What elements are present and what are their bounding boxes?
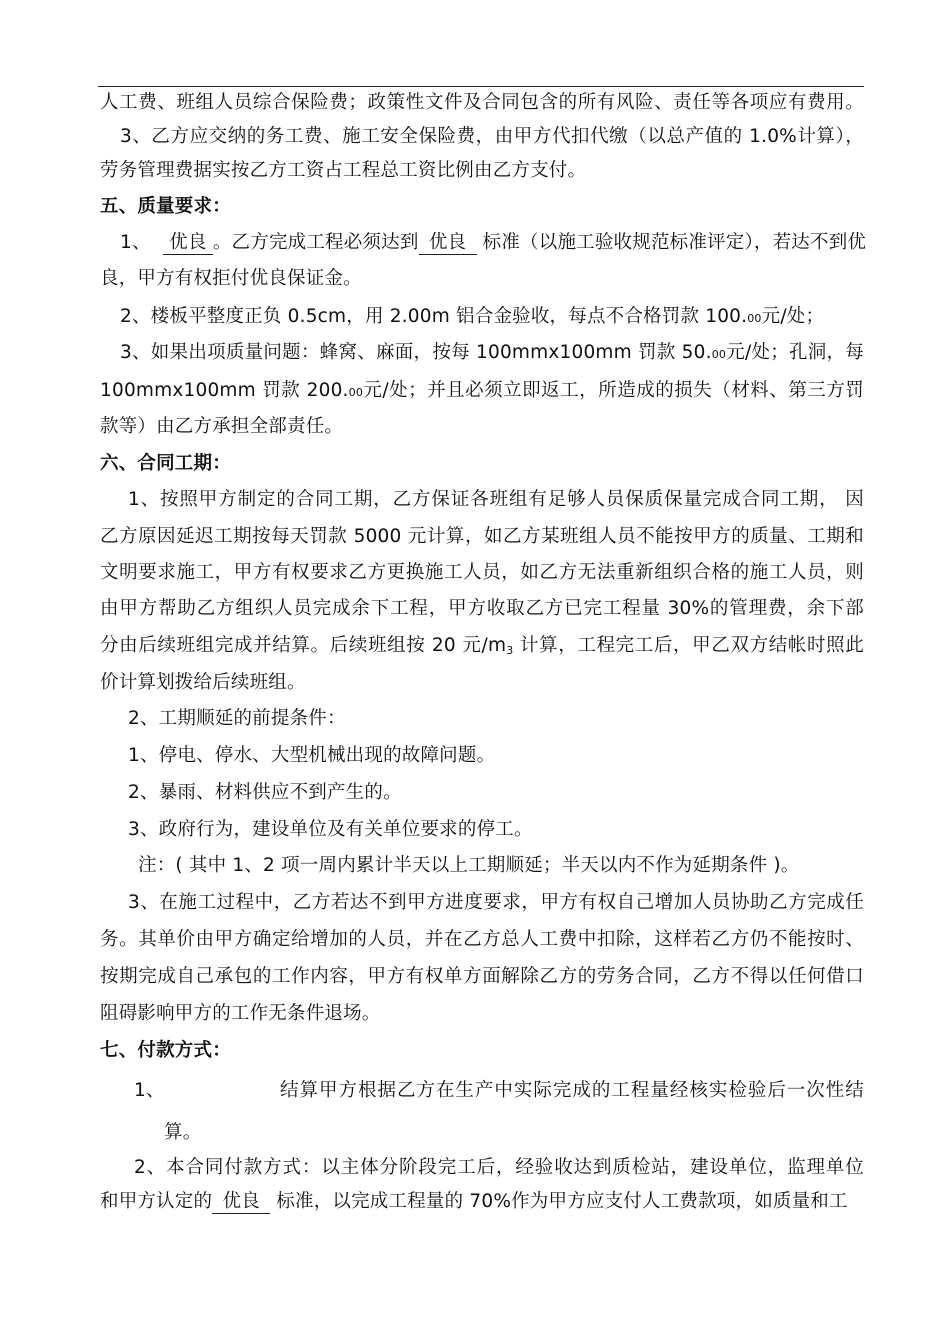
filled-blank: 优良 (419, 232, 477, 255)
filled-blank: 优良 (163, 232, 213, 255)
text-line: 2、楼板平整度正负 0.5cm，用 2.00m 铝合金验收，每点不合格罚款 100.00元/处； (120, 306, 825, 327)
text-line: 人工费、班组人员综合保险费；政策性文件及合同包含的所有风险、责任等各项应有费用。 (100, 92, 864, 113)
text-line: 劳务管理费据实按乙方工资占工程总工资比例由乙方支付。 (100, 160, 587, 181)
text-line: 良，甲方有权拒付优良保证金。 (100, 268, 362, 289)
section-heading-schedule: 六、合同工期： (100, 453, 231, 474)
text-line: 100mmx100mm 罚款 200.00元/处；并且必须立即返工，所造成的损失（材料、第三方罚 (100, 380, 864, 401)
text-line: 按期完成自己承包的工作内容，甲方有权单方面解除乙方的劳务合同，乙方不得以任何借口 (100, 966, 864, 987)
text-line: 和甲方认定的 优良 标准，以完成工程量的 70%作为甲方应支付人工费款项，如质量和工 (100, 1191, 848, 1212)
text-line: 文明要求施工，甲方有权要求乙方更换施工人员，如乙方无法重新组织合格的施工人员，则 (100, 562, 864, 583)
text-line: 价计算划拨给后续班组。 (100, 672, 306, 693)
text-line: 乙方原因延迟工期按每天罚款 5000 元计算，如乙方某班组人员不能按甲方的质量、工期和 (100, 526, 864, 547)
text-line: 1、按照甲方制定的合同工期，乙方保证各班组有足够人员保质保量完成合同工期， 因 (128, 489, 864, 510)
text-line: 分由后续班组完成并结算。后续班组按 20 元/m3 计算，工程完工后，甲乙双方结帐时照此 (100, 635, 865, 657)
text-line: 算。 (164, 1122, 202, 1143)
list-number: 1、 (134, 1080, 165, 1101)
filled-blank: 优良 (212, 1191, 270, 1214)
text-line: 3、乙方应交纳的务工费、施工安全保险费，由甲方代扣代缴（以总产值的 1.0%计算）， (120, 126, 864, 147)
text-line: 3、在施工过程中，乙方若达不到甲方进度要求，甲方有权自己增加人员协助乙方完成任 (128, 892, 864, 913)
header-rule (98, 86, 864, 87)
condition-item: 3、政府行为，建设单位及有关单位要求的停工。 (128, 819, 533, 840)
text-line: 2、本合同付款方式：以主体分阶段完工后，经验收达到质检站，建设单位，监理单位 (134, 1157, 864, 1178)
text-line: 1、 优良 。乙方完成工程必须达到 优良 标准（以施工验收规范标准评定），若达不到优 (120, 232, 867, 253)
condition-item: 1、停电、停水、大型机械出现的故障问题。 (128, 745, 496, 766)
section-heading-payment: 七、付款方式： (100, 1040, 231, 1061)
text-line: 结算甲方根据乙方在生产中实际完成的工程量经核实检验后一次性结 (280, 1080, 864, 1101)
note-line: 注：( 其中 1、2 项一周内累计半天以上工期顺延；半天以内不作为延期条件 )。 (138, 855, 800, 876)
text-line: 款等）由乙方承担全部责任。 (100, 416, 344, 437)
text-line: 3、如果出项质量问题：蜂窝、麻面，按每 100mmx100mm 罚款 50.00元/处；孔洞，每 (120, 342, 864, 363)
section-heading-quality: 五、质量要求： (100, 196, 231, 217)
text-line: 2、工期顺延的前提条件： (128, 708, 346, 729)
text-line: 阻碍影响甲方的工作无条件退场。 (100, 1003, 381, 1024)
text-line: 务。其单价由甲方确定给增加的人员，并在乙方总人工费中扣除，这样若乙方仍不能按时、 (100, 929, 864, 950)
condition-item: 2、暴雨、材料供应不到产生的。 (128, 782, 402, 803)
text-line: 由甲方帮助乙方组织人员完成余下工程，甲方收取乙方已完工程量 30%的管理费，余下部 (100, 598, 864, 619)
